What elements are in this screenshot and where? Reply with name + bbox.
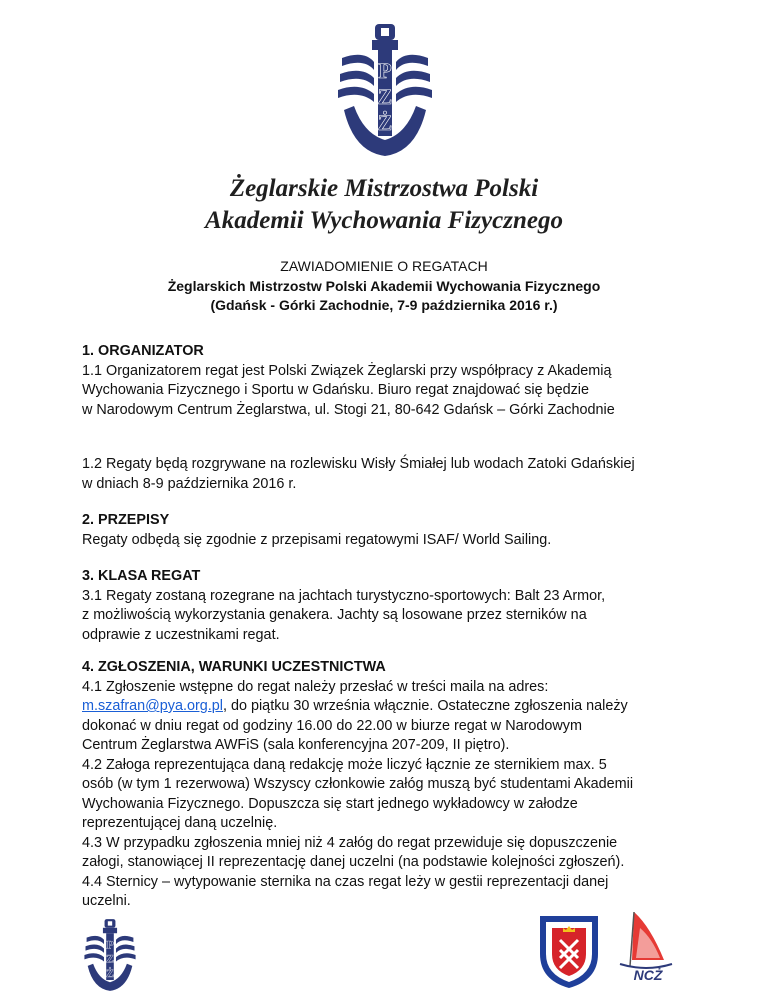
paragraph-line: 3.1 Regaty zostaną rozegrane na jachtach turystyczno-sportowych: Balt 23 Armor, [82, 587, 606, 604]
logo-letter-z-dot: Ż [377, 110, 393, 135]
section-organizer-venue [82, 455, 692, 494]
section-organizer [82, 342, 692, 420]
paragraph-line: 4.1 Zgłoszenie wstępne do regat należy przesłać w treści maila na adres: [82, 678, 549, 695]
paragraph-line: 4.3 W przypadku zgłoszenia mniej niż 4 załóg do regat przewiduje się dopuszczenie [82, 834, 618, 851]
main-title-line1: Żeglarskie Mistrzostwa Polski [229, 175, 539, 202]
notice-subtitle: Żeglarskich Mistrzostw Polski Akademii Wychowania Fizycznego [167, 278, 601, 294]
logo-letter-z: Z [377, 84, 393, 109]
paragraph-line: 4.2 Załoga reprezentująca daną redakcję może liczyć łącznie ze sternikiem max. 5 [82, 756, 607, 773]
paragraph-line: w dniach 8-9 października 2016 r. [82, 475, 297, 492]
notice-heading: ZAWIADOMIENIE O REGATACH [280, 258, 488, 274]
logo-letter-p: P [106, 937, 114, 952]
paragraph-line: Wychowania Fizycznego i Sportu w Gdańsku. Biuro regat znajdować się będzie [82, 382, 589, 398]
paragraph-line: w Narodowym Centrum Żeglarstwa, ul. Stogi 21, 80-642 Gdańsk – Górki Zachodnie [82, 401, 615, 418]
section-heading: 2. PRZEPISY [82, 512, 170, 528]
section-heading: 1. ORGANIZATOR [82, 343, 204, 359]
paragraph-line: z możliwością wykorzystania genakera. Jachty są losowane przez sterników na [82, 607, 587, 623]
notice-dates: (Gdańsk - Górki Zachodnie, 7-9 października 2016 r.) [210, 297, 558, 313]
main-title-line2: Akademii Wychowania Fizycznego [205, 207, 563, 234]
gdansk-crest-logo [536, 910, 602, 990]
logo-letter-p: P [378, 58, 392, 83]
paragraph-line [82, 697, 692, 717]
ncz-logo-text: NCŻ [633, 967, 663, 983]
paragraph-line: 1.2 Regaty będą rozgrywane na rozlewisku Wisły Śmiałej lub wodach Zatoki Gdańskiej [82, 456, 635, 472]
paragraph-line: 1.1 Organizatorem regat jest Polski Związek Żeglarski przy współpracy z Akademią [82, 362, 612, 379]
section-heading: 3. KLASA REGAT [82, 568, 201, 584]
email-link[interactable]: m.szafran@pya.org.pl [82, 698, 223, 714]
paragraph-line: Wychowania Fizycznego. Dopuszcza się start jednego wykładowcy w załodze [82, 795, 578, 812]
section-heading: 4. ZGŁOSZENIA, WARUNKI UCZESTNICTWA [82, 659, 386, 675]
section-entries [82, 658, 692, 912]
section-rules [82, 511, 692, 550]
paragraph-line: dokonać w dniu regat od godziny 16.00 do 22.00 w biurze regat w Narodowym [82, 717, 582, 734]
logo-letter-z-dot: Ż [106, 965, 114, 980]
paragraph-line: Centrum Żeglarstwa AWFiS (sala konferencyjna 207-209, II piętro). [82, 737, 510, 753]
paragraph-text: , do piątku 30 września włącznie. Ostateczne zgłoszenia należy [222, 698, 628, 714]
paragraph-line: uczelni. [82, 893, 131, 909]
section-class [82, 567, 692, 645]
logo-letter-z: Z [106, 951, 114, 966]
paragraph-line: reprezentującej daną uczelnię. [82, 815, 278, 831]
pzz-anchor-logo-small [78, 918, 142, 992]
ncz-sail-logo [610, 908, 682, 992]
paragraph-line: odprawie z uczestnikami regat. [82, 626, 280, 643]
paragraph-line: załogi, stanowiącej II reprezentację danej uczelni (na podstawie kolejności zgłoszeń). [82, 854, 625, 870]
paragraph-line: Regaty odbędą się zgodnie z przepisami regatowymi ISAF/ World Sailing. [82, 531, 552, 548]
pzz-anchor-logo [334, 22, 436, 158]
paragraph-line: 4.4 Sternicy – wytypowanie sternika na czas regat leży w gestii reprezentacji danej [82, 873, 609, 890]
paragraph-line: osób (w tym 1 rezerwowa) Wszyscy członkowie załóg muszą być studentami Akademii [82, 776, 634, 792]
